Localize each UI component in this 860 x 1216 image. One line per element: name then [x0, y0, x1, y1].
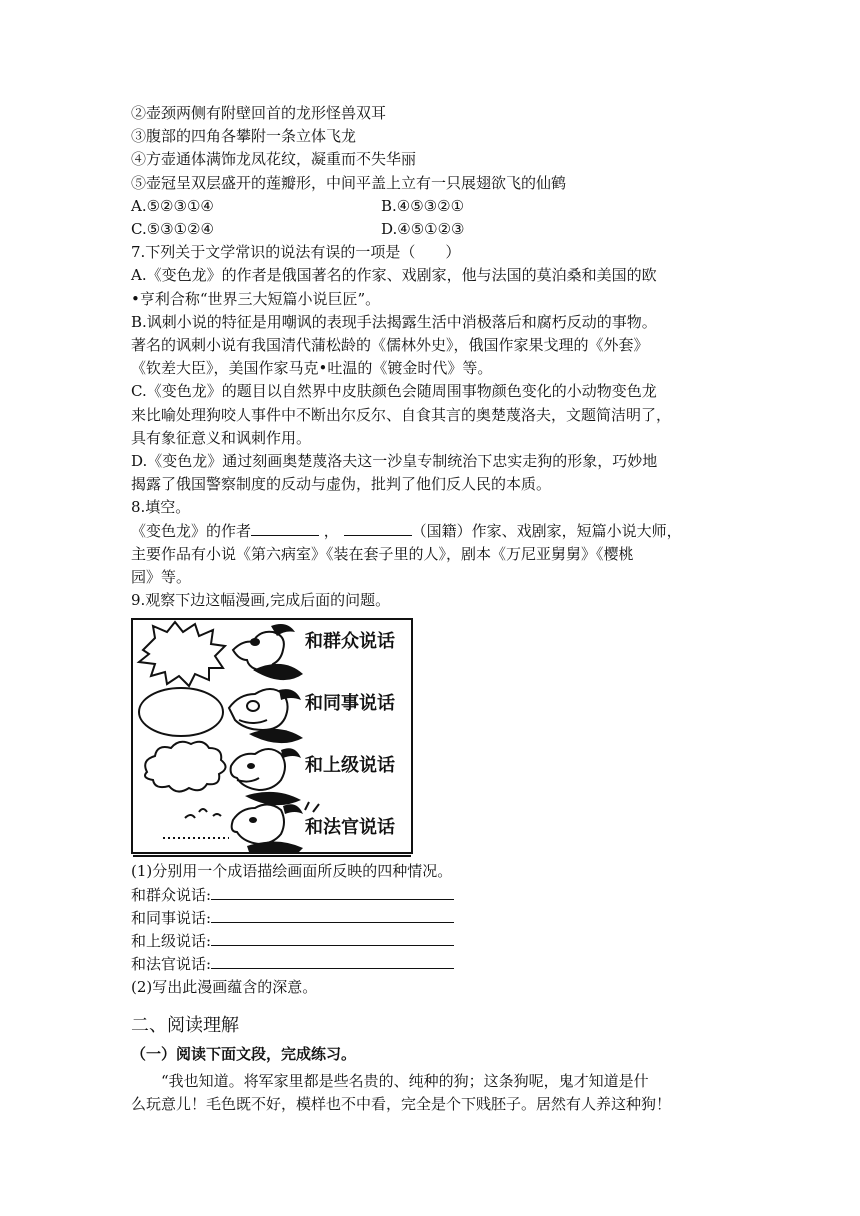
answer-blank-judge[interactable] [211, 954, 454, 969]
q8-line-1 [131, 520, 731, 543]
face-2 [229, 689, 303, 743]
face-1 [233, 624, 303, 680]
q9-sub1: (1)分别用一个成语描绘画面所反映的四种情况。 [131, 862, 453, 881]
item-3: ③腹部的四角各攀附一条立体飞龙 [131, 127, 357, 146]
answer-label-masses: 和群众说话: [131, 885, 212, 904]
q7-a-line-2: •亨利合称“世界三大短篇小说巨匠”。 [131, 289, 381, 308]
q6-option-a: A.⑤②③①④ [131, 196, 214, 215]
q6-option-b: B.④⑤③②① [381, 196, 465, 215]
q7-a-line-1: A.《变色龙》的作者是俄国著名的作家、戏剧家，他与法国的莫泊桑和美国的欧 [131, 266, 657, 285]
passage-line-1: “我也知道。将军家里都是些名贵的、纯种的狗；这条狗呢，鬼才知道是什 [161, 1072, 649, 1091]
caption-masses: 和群众说话 [305, 631, 395, 653]
q7-c-line-3: 具有象征意义和讽刺作用。 [131, 428, 312, 447]
item-4: ④方壶通体满饰龙凤花纹，凝重而不失华丽 [131, 150, 417, 169]
q8-blank-author[interactable] [251, 521, 319, 536]
caption-colleagues: 和同事说话 [305, 693, 395, 715]
q7-c-line-2: 来比喻处理狗咬人事件中不断出尔反尔、自食其言的奥楚蔑洛夫，文题简洁明了， [131, 405, 672, 424]
item-5: ⑤壶冠呈双层盛开的莲瓣形，中间平盖上立有一只展翅欲飞的仙鹤 [131, 173, 567, 192]
q7-stem: 7.下列关于文学常识的说法有误的一项是（ ） [131, 243, 461, 262]
face-3 [231, 749, 301, 806]
section-2-heading: 二、阅读理解 [131, 1014, 239, 1036]
q6-options-row-1 [131, 195, 731, 218]
caption-superiors: 和上级说话 [305, 755, 395, 777]
q7-b-line-3: 《钦差大臣》，美国作家马克•吐温的《镀金时代》等。 [131, 359, 493, 378]
cartoon-underline [133, 855, 411, 857]
q7-b-line-2: 著名的讽刺小说有我国清代蒲松龄的《儒林外史》，俄国作家果戈理的《外套》 [131, 336, 649, 355]
oval-speech-bubble [139, 688, 223, 736]
answer-label-superiors: 和上级说话: [131, 932, 212, 951]
q8-text-c: （国籍）作家、戏剧家，短篇小说大师， [411, 521, 682, 540]
q6-options-row-2 [131, 218, 731, 241]
q9-answer-1 [131, 884, 731, 907]
q7-d-line-2: 揭露了俄国警察制度的反动与虚伪，批判了他们反人民的本质。 [131, 475, 552, 494]
answer-blank-superiors[interactable] [211, 931, 454, 946]
q8-text-a: 《变色龙》的作者 [131, 521, 252, 540]
q9-answer-3 [131, 930, 731, 953]
answer-blank-colleagues[interactable] [211, 908, 454, 923]
item-2: ②壶颈两侧有附壁回首的龙形怪兽双耳 [131, 104, 387, 122]
q7-b-line-1: B.讽刺小说的特征是用嘲讽的表现手法揭露生活中消极落后和腐朽反动的事物。 [131, 312, 657, 331]
q6-option-c: C.⑤③①②④ [131, 220, 214, 239]
spiky-speech-bubble [139, 622, 225, 686]
answer-blank-masses[interactable] [211, 885, 454, 900]
q9-sub2: (2)写出此漫画蕴含的深意。 [131, 978, 318, 997]
q6-option-d: D.④⑤①②③ [381, 220, 465, 239]
q8-line-3: 园》等。 [131, 568, 192, 587]
q8-blank-nationality[interactable] [344, 521, 412, 536]
caption-judge: 和法官说话 [305, 817, 395, 839]
q7-c-line-1: C.《变色龙》的题目以自然界中皮肤颜色会随周围事物颜色变化的小动物变色龙 [131, 382, 657, 401]
document-body [131, 102, 731, 1117]
q8-line-2: 主要作品有小说《第六病室》《装在套子里的人》，剧本《万尼亚舅舅》《樱桃 [131, 544, 634, 563]
answer-label-colleagues: 和同事说话: [131, 908, 212, 927]
answer-label-judge: 和法官说话: [131, 955, 212, 974]
cartoon-image [131, 618, 413, 854]
cloud-speech-bubble [145, 742, 226, 792]
q9-stem: 9.观察下边这幅漫画,完成后面的问题。 [131, 591, 391, 610]
q9-answer-4 [131, 953, 731, 976]
section-2-subheading: （一）阅读下面文段，完成练习。 [131, 1044, 357, 1063]
q7-d-line-1: D.《变色龙》通过刻画奥楚蔑洛夫这一沙皇专制统治下忠实走狗的形象，巧妙地 [131, 452, 658, 471]
q9-answer-2 [131, 907, 731, 930]
passage-line-2: 么玩意儿！毛色既不好，模样也不中看，完全是个下贱胚子。居然有人养这种狗！ [131, 1095, 672, 1114]
whisper-marks [163, 809, 229, 838]
q8-text-comma: ， [323, 521, 339, 540]
q8-stem: 8.填空。 [131, 498, 191, 517]
